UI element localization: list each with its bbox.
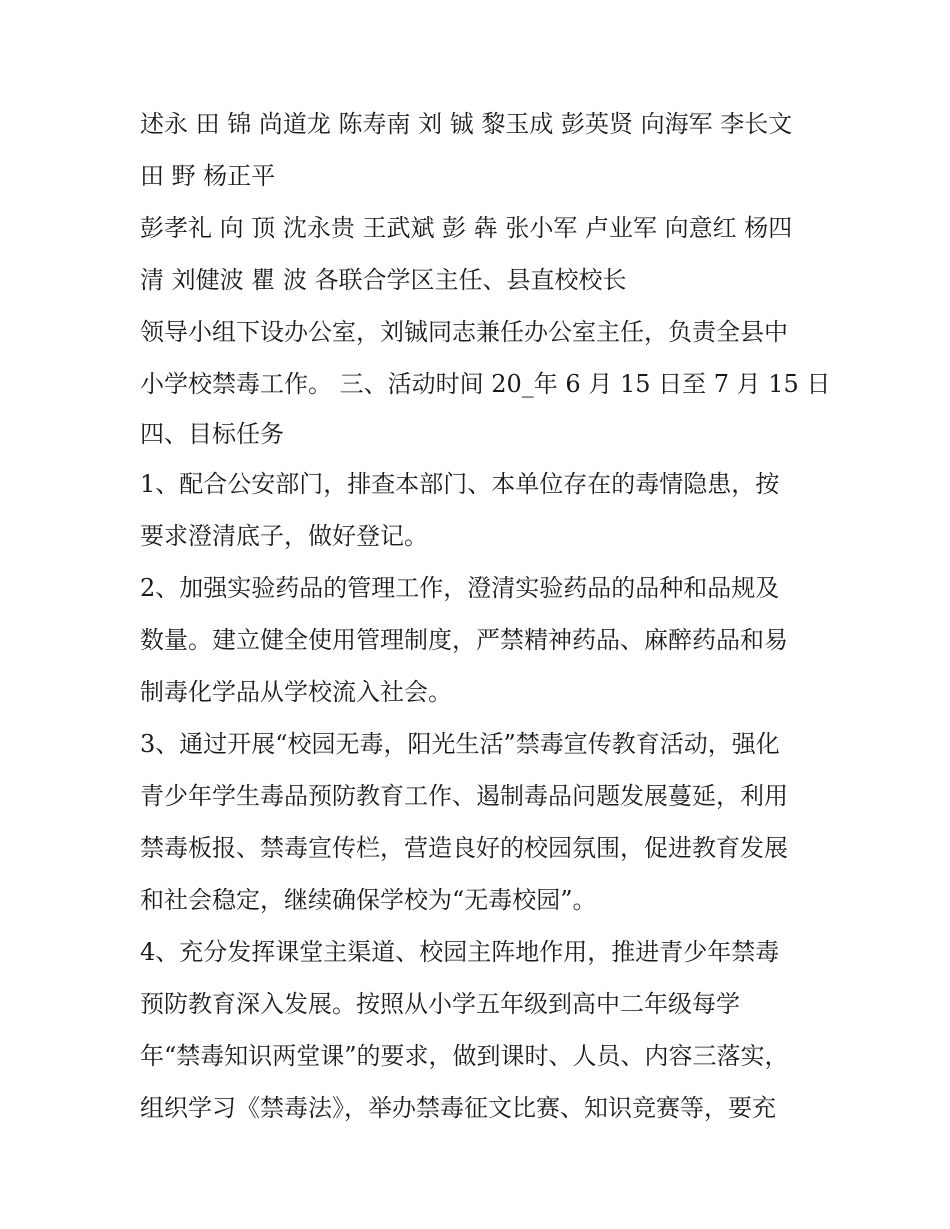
text-line: 2、加强实验药品的管理工作，澄清实验药品的品种和品规及 bbox=[140, 574, 780, 602]
text-line: 和社会稳定，继续确保学校为“无毒校园”。 bbox=[140, 886, 597, 914]
text-line: 述永 田 锦 尚道龙 陈寿南 刘 铖 黎玉成 彭英贤 向海军 李长文 bbox=[140, 110, 793, 138]
section-heading: 四、目标任务 bbox=[140, 420, 284, 448]
text-line: 要求澄清底子，做好登记。 bbox=[140, 522, 428, 550]
text-line: 青少年学生毒品预防教育工作、遏制毒品问题发展蔓延，利用 bbox=[140, 782, 788, 810]
text-line: 组织学习《禁毒法》，举办禁毒征文比赛、知识竞赛等，要充 bbox=[140, 1094, 776, 1122]
text-line: 4、充分发挥课堂主渠道、校园主阵地作用，推进青少年禁毒 bbox=[140, 938, 780, 966]
text-line: 小学校禁毒工作。 三、活动时间 20_年 6 月 15 日至 7 月 15 日 bbox=[140, 370, 831, 398]
text-line: 数量。建立健全使用管理制度，严禁精神药品、麻醉药品和易 bbox=[140, 626, 788, 654]
text-line: 禁毒板报、禁毒宣传栏，营造良好的校园氛围，促进教育发展 bbox=[140, 834, 788, 862]
text-line: 3、通过开展“校园无毒，阳光生活”禁毒宣传教育活动，强化 bbox=[140, 730, 780, 758]
text-line: 彭孝礼 向 顶 沈永贵 王武斌 彭 犇 张小军 卢业军 向意红 杨四 bbox=[140, 214, 793, 242]
text-line: 1、配合公安部门，排查本部门、本单位存在的毒情隐患，按 bbox=[140, 470, 780, 498]
text-line: 年“禁毒知识两堂课”的要求，做到课时、人员、内容三落实， bbox=[140, 1042, 789, 1070]
text-line: 预防教育深入发展。按照从小学五年级到高中二年级每学 bbox=[140, 990, 740, 1018]
text-line: 制毒化学品从学校流入社会。 bbox=[140, 678, 452, 706]
text-line: 领导小组下设办公室，刘铖同志兼任办公室主任，负责全县中 bbox=[140, 318, 788, 346]
text-line: 清 刘健波 瞿 波 各联合学区主任、县直校校长 bbox=[140, 266, 627, 294]
text-line: 田 野 杨正平 bbox=[140, 162, 276, 190]
